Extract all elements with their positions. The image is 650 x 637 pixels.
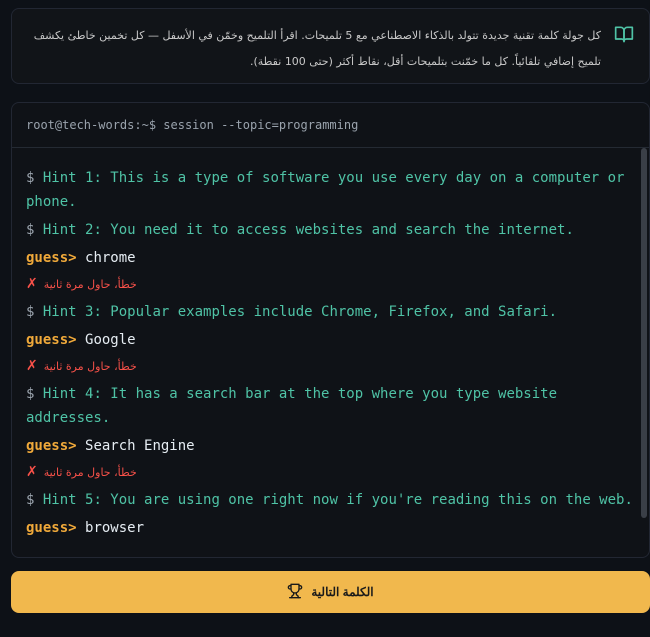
hint-line [26,166,635,214]
hint-text: Hint 4: It has a search bar at the top where you type website addresses. [26,386,558,426]
error-line [26,355,635,378]
error-message: خطأ، حاول مرة ثانية [43,278,137,291]
guess-prompt: guess> [26,250,77,266]
hint-line [26,218,635,242]
next-word-label: الكلمة التالية [311,585,374,599]
prompt-dollar: $ [26,222,35,238]
prompt-dollar: $ [26,170,35,186]
error-x-icon: ✗ [26,464,38,480]
hint-text: Hint 2: You need it to access websites and search the internet. [42,222,574,238]
guess-prompt: guess> [26,438,77,454]
guess-prompt: guess> [26,332,77,348]
instructions-text: كل جولة كلمة تقنية جديدة تتولد بالذكاء الاصطناعي مع 5 تلميحات. اقرأ التلميح وخمّن في الأسفل — كل تخمين خاطئ يكشف تلميح إضافي تلقائياً. كل ما خمّنت بتلميحات أقل، نقاط أكثر (حتى 100 نقطة). [33,29,601,68]
error-x-icon: ✗ [26,276,38,292]
hint-line [26,300,635,324]
error-message: خطأ، حاول مرة ثانية [43,466,137,479]
hint-text: Hint 3: Popular examples include Chrome, Firefox, and Safari. [42,304,558,320]
terminal-header: root@tech-words:~$ session --topic=programming [12,103,649,148]
terminal-scrollbar[interactable] [639,148,647,557]
hint-line [26,382,635,430]
error-line [26,461,635,484]
prompt-dollar: $ [26,492,35,508]
error-message: خطأ، حاول مرة ثانية [43,360,137,373]
next-word-button[interactable] [11,571,650,613]
guess-line [26,516,635,540]
instructions-panel [11,8,650,84]
hint-text: Hint 5: You are using one right now if you're reading this on the web. [42,492,633,508]
prompt-dollar: $ [26,386,35,402]
guess-line [26,328,635,352]
terminal-window [11,102,650,558]
guess-value: Google [85,332,136,348]
guess-value: chrome [85,250,136,266]
hint-text: Hint 1: This is a type of software you use every day on a computer or phone. [26,170,625,210]
guess-line [26,246,635,270]
error-line [26,273,635,296]
prompt-dollar: $ [26,304,35,320]
scroll-thumb[interactable] [641,148,647,518]
terminal-output [12,148,635,557]
error-x-icon: ✗ [26,358,38,374]
guess-value: Search Engine [85,438,195,454]
open-book-icon [614,24,634,44]
guess-value: browser [85,520,145,536]
guess-line [26,434,635,458]
hint-line [26,488,635,512]
guess-prompt: guess> [26,520,77,536]
trophy-icon [287,583,303,602]
